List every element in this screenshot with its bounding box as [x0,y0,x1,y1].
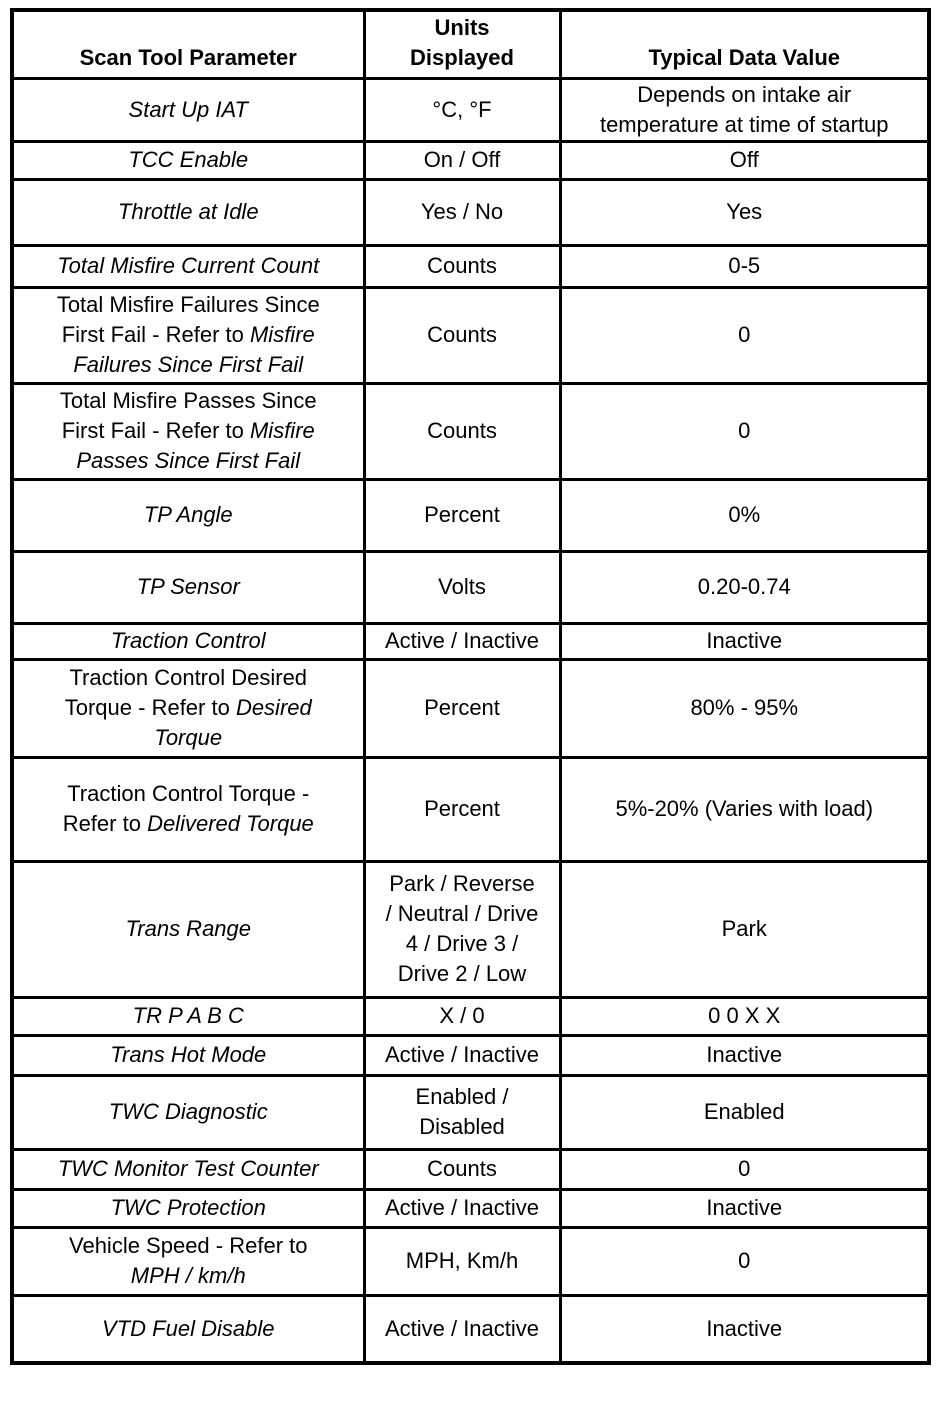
parameter-italic-text: TP Angle [143,502,233,527]
table-row [12,179,929,245]
parameter-italic-text: VTD Fuel Disable [102,1315,275,1341]
units-cell: Park / Reverse / Neutral / Drive 4 / Drive 3 / Drive 2 / Low [364,861,560,997]
parameter-cell [12,1189,364,1227]
units-cell: Active / Inactive [364,1295,560,1363]
parameter-italic-text: TCC Enable [128,147,249,172]
units-cell: °C, °F [364,78,560,141]
table-body [12,78,929,1363]
units-cell: Active / Inactive [364,1035,560,1075]
typical-value-cell: 0 [560,1227,929,1295]
parameter-cell [12,757,364,861]
parameter-italic-text: Trans Hot Mode [110,1042,267,1067]
units-cell: Counts [364,287,560,383]
table-row [12,1149,929,1189]
units-cell: MPH, Km/h [364,1227,560,1295]
units-cell: Active / Inactive [364,623,560,659]
table-row [12,1227,929,1295]
parameter-italic-text: Start Up IAT [128,96,248,122]
units-cell: Percent [364,479,560,551]
parameter-italic-text: TP Sensor [136,574,240,599]
parameter-italic-text: TR P A B C [132,1003,244,1028]
header-units-line2: Displayed [410,44,514,70]
parameter-italic-text: TWC Protection [110,1195,266,1220]
parameter-italic-text: Traction Control [110,628,266,653]
parameter-italic-text: TWC Monitor Test Counter [57,1156,319,1181]
parameter-italic-text: Misfire Passes Since First Fail [76,418,315,473]
units-cell: Yes / No [364,179,560,245]
typical-value-cell: Depends on intake air temperature at time of startup [560,78,929,141]
typical-value-cell: Inactive [560,1295,929,1363]
table-row [12,287,929,383]
table-row [12,383,929,479]
scan-tool-data-table [10,8,931,1365]
units-cell: Percent [364,659,560,757]
units-cell: Counts [364,383,560,479]
units-cell: Percent [364,757,560,861]
parameter-cell [12,1075,364,1149]
header-typical-value [560,10,929,78]
typical-value-cell: Inactive [560,1035,929,1075]
parameter-italic-text: Throttle at Idle [117,199,259,224]
header-row [12,10,929,78]
units-cell: X / 0 [364,997,560,1035]
table-row [12,1295,929,1363]
parameter-text: Traction Control Torque - Refer to [62,781,310,836]
parameter-italic-text: Total Misfire Current Count [57,253,320,278]
table-row [12,623,929,659]
typical-value-cell: 0-5 [560,245,929,287]
table-row [12,141,929,179]
typical-value-cell: Park [560,861,929,997]
typical-value-cell: 0 [560,287,929,383]
header-parameter [12,10,364,78]
parameter-cell [12,1227,364,1295]
table-row [12,245,929,287]
parameter-italic-text: Desired Torque [154,695,312,750]
table-row [12,861,929,997]
header-units [364,10,560,78]
table-row [12,551,929,623]
parameter-cell [12,78,364,141]
typical-value-cell: Enabled [560,1075,929,1149]
units-cell: Counts [364,245,560,287]
parameter-cell [12,861,364,997]
parameter-cell [12,1295,364,1363]
typical-value-cell: Off [560,141,929,179]
units-cell: Volts [364,551,560,623]
parameter-italic-text: TWC Diagnostic [108,1099,268,1124]
parameter-italic-text: Trans Range [125,916,252,941]
parameter-cell [12,383,364,479]
typical-value-cell: Inactive [560,623,929,659]
parameter-text: Total Misfire Failures Since First Fail - Refer to [56,292,320,347]
typical-value-cell: 5%-20% (Varies with load) [560,757,929,861]
parameter-cell [12,141,364,179]
parameter-text: Traction Control Desired Torque - Refer to [64,665,308,720]
parameter-cell [12,659,364,757]
units-cell: Counts [364,1149,560,1189]
parameter-cell [12,997,364,1035]
units-cell: Active / Inactive [364,1189,560,1227]
table-row [12,1035,929,1075]
typical-value-cell: 0 0 X X [560,997,929,1035]
parameter-cell [12,551,364,623]
typical-value-cell: Inactive [560,1189,929,1227]
units-cell: On / Off [364,141,560,179]
parameter-cell [12,1035,364,1075]
typical-value-cell: 0 [560,383,929,479]
table-row [12,479,929,551]
parameter-cell [12,623,364,659]
parameter-cell [12,179,364,245]
typical-value-cell: 0.20-0.74 [560,551,929,623]
table-row [12,1189,929,1227]
table-row [12,78,929,141]
table-row [12,659,929,757]
parameter-cell [12,245,364,287]
header-units-line1: Units [434,14,490,40]
units-cell: Enabled / Disabled [364,1075,560,1149]
parameter-italic-text: Delivered Torque [147,811,314,836]
parameter-cell [12,287,364,383]
typical-value-cell: 0% [560,479,929,551]
typical-value-cell: Yes [560,179,929,245]
parameter-italic-text: Misfire Failures Since First Fail [73,322,315,377]
typical-value-cell: 0 [560,1149,929,1189]
header-parameter-label: Scan Tool Parameter [79,44,297,70]
parameter-cell [12,479,364,551]
parameter-italic-text: MPH / km/h [130,1263,246,1288]
parameter-text: Total Misfire Passes Since First Fail - Refer to [59,388,317,443]
table-row [12,997,929,1035]
parameter-text: Vehicle Speed - Refer to [69,1233,308,1258]
typical-value-cell: 80% - 95% [560,659,929,757]
scan-tool-data-table-container [10,8,927,1365]
parameter-cell [12,1149,364,1189]
table-row [12,1075,929,1149]
table-row [12,757,929,861]
header-typical-label: Typical Data Value [648,44,841,70]
